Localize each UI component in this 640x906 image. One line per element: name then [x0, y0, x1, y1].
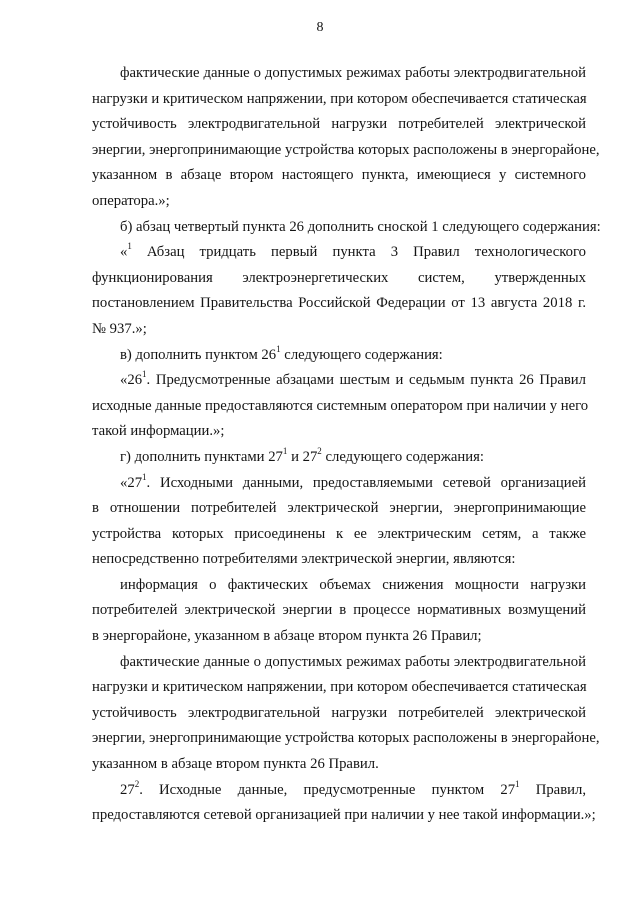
text-run: нагрузки и критическом напряжении, при котором обеспечивается статическая: [92, 679, 587, 696]
text-run: функционирования электроэнергетических систем, утвержденных: [92, 269, 586, 286]
text-run: б) абзац четвертый пункта 26 дополнить сноской 1 следующего содержания:: [120, 218, 601, 235]
text-run: постановлением Правительства Российской Федерации от 13 августа 2018 г.: [92, 295, 586, 312]
superscript: 1: [142, 471, 147, 482]
text-line: [92, 368, 586, 394]
text-run: непосредственно потребителями электрической энергии, являются:: [92, 551, 516, 568]
text-line: [92, 317, 586, 343]
text-line: [92, 778, 586, 804]
superscript: 1: [142, 369, 147, 380]
text-line: [92, 522, 586, 548]
text-line: [92, 547, 586, 573]
text-run: нагрузки и критическом напряжении, при котором обеспечивается статическая: [92, 90, 587, 107]
superscript: 2: [134, 778, 140, 789]
text-run: устойчивость электродвигательной нагрузки потребителей электрической: [92, 116, 586, 133]
text-run: предоставляются сетевой организацией при наличии у нее такой информации.»;: [92, 807, 596, 824]
text-run: фактические данные о допустимых режимах работы электродвигательной: [120, 65, 586, 81]
text-run: оператора.»;: [92, 192, 170, 209]
text-run: потребителей электрической энергии в процессе нормативных возмущений: [92, 602, 586, 619]
text-run: энергии, энергопринимающие устройства которых расположены в энергорайоне,: [92, 730, 600, 747]
text-run: устойчивость электродвигательной нагрузки потребителей электрической: [92, 704, 586, 721]
superscript: 1: [127, 241, 132, 252]
superscript: 1: [515, 778, 520, 789]
text-line: [92, 163, 586, 189]
text-run: . Предусмотренные абзацами шестым и седьмым пункта 26 Правил: [146, 372, 586, 389]
text-run: «27: [120, 474, 143, 491]
text-run: и 27: [287, 448, 318, 465]
text-line: [92, 701, 586, 727]
text-run: указанном в абзаце втором настоящего пункта, имеющиеся у системного: [92, 167, 586, 184]
text-line: [92, 471, 586, 497]
text-line: [92, 624, 586, 650]
text-line: [92, 573, 586, 599]
superscript: 1: [282, 446, 288, 457]
text-run: № 937.»;: [92, 320, 147, 337]
text-run: . Исходные данные, предусмотренные пунктом 27: [139, 781, 516, 798]
text-run: «: [120, 244, 128, 261]
text-run: . Исходными данными, предоставляемыми сетевой организацией: [146, 474, 586, 491]
text-line: [92, 394, 589, 420]
text-run: энергии, энергопринимающие устройства которых расположены в энергорайоне,: [92, 141, 600, 158]
text-line: [92, 87, 586, 113]
text-run: исходные данные предоставляются системным оператором при наличии у него: [92, 397, 589, 414]
text-line: [92, 803, 596, 829]
text-line: [92, 419, 586, 445]
text-run: «26: [120, 372, 143, 389]
text-line: [92, 189, 586, 215]
text-line: [92, 675, 586, 701]
text-line: [92, 752, 586, 778]
page-number: 8: [316, 20, 324, 35]
text-run: в) дополнить пунктом 26: [120, 346, 277, 363]
text-run: следующего содержания:: [280, 346, 443, 363]
text-line: [92, 291, 586, 317]
text-line: [92, 496, 586, 522]
text-run: следующего содержания:: [321, 448, 484, 465]
text-run: Абзац тридцать первый пункта 3 Правил технологического: [131, 244, 586, 261]
text-run: устройства которых присоединены к ее электрическим сетям, а также: [92, 525, 586, 542]
document-body: [92, 61, 601, 829]
text-run: такой информации.»;: [92, 423, 225, 440]
text-line: [92, 112, 586, 138]
text-line: [92, 445, 586, 471]
text-line: [92, 138, 600, 164]
text-run: в энергорайоне, указанном в абзаце втором пункта 26 Правил;: [92, 628, 482, 645]
text-run: г) дополнить пунктами 27: [120, 448, 283, 465]
text-run: фактические данные о допустимых режимах работы электродвигательной: [120, 653, 586, 670]
text-line: [92, 266, 586, 292]
text-line: [92, 343, 586, 369]
superscript: 1: [276, 343, 281, 354]
text-line: [92, 61, 586, 87]
text-line: [92, 726, 600, 752]
text-run: в отношении потребителей электрической энергии, энергопринимающие: [92, 500, 586, 517]
text-line: [92, 240, 586, 266]
text-run: 27: [120, 781, 135, 798]
text-run: информация о фактических объемах снижения мощности нагрузки: [120, 576, 586, 593]
superscript: 2: [317, 446, 322, 457]
text-line: [92, 215, 601, 241]
text-run: указанном в абзаце втором пункта 26 Правил.: [92, 756, 379, 773]
text-run: Правил,: [519, 781, 586, 798]
text-line: [92, 598, 586, 624]
text-line: [92, 650, 586, 676]
